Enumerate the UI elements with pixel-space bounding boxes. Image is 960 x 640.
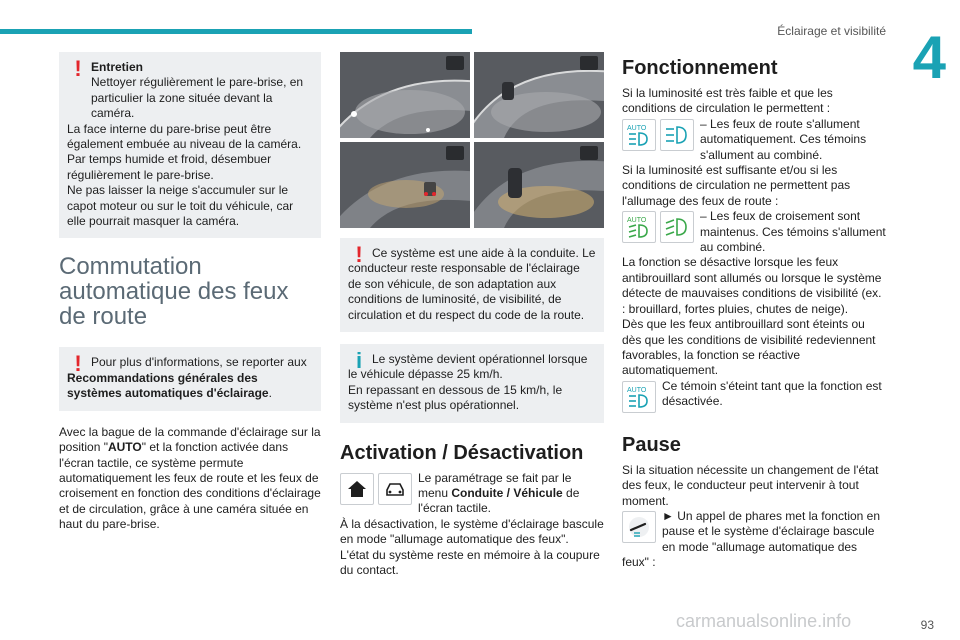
speed-info-note — [340, 344, 604, 423]
intro-text-b: " et la fonction activée dans l'écran tactile, ce système permute automatiquement les feux de route et les feux de croisement en fonction des conditions d'éclairage et de circulation, grâce à une caméra située en haut du pare-brise. — [59, 440, 321, 532]
function-off-indicator — [622, 381, 656, 413]
high-beam-text: – Les feux de route s'allument automatiquement. Ces témoins s'allument au combiné. — [700, 116, 867, 162]
note-line: La face interne du pare-brise peut être également embuée au niveau de la caméra. Par temps humide et froid, désembuer régulièrement le pare-brise. — [67, 121, 302, 182]
road-scenes-figure — [340, 52, 604, 228]
column-3 — [622, 52, 886, 571]
intro-text-a: Avec la bague de la commande d'éclairage sur la position " — [59, 424, 321, 455]
auto-label: AUTO — [107, 440, 142, 455]
flash-instruction: ► Un appel de phares met la fonction en pause et le système d'éclairage bascule en mode "allumage automatique des feux" : — [622, 508, 881, 570]
high-beam-auto-icon — [580, 56, 598, 70]
low-beam-text: – Les feux de croisement sont maintenus. Ces témoins s'allument au combiné. — [700, 209, 886, 255]
pause-paragraph: Si la situation nécessite un changement de l'état des feux, le conducteur peut intervenir à tout moment. — [622, 462, 879, 508]
road-scene-car-ahead — [340, 142, 470, 228]
road-scene-low-beam — [474, 142, 604, 228]
high-beam-auto-icon — [622, 119, 656, 151]
operation-paragraph-3: La fonction se désactive lorsque les feux antibrouillard sont allumés ou lorsque le système détecte de mauvaises conditions de visibilité (ex. : brouillard, fortes pluies, chutes de neige). — [622, 255, 882, 316]
reco-link-text: Recommandations générales des systèmes automatiques d'éclairage — [67, 370, 269, 401]
operation-paragraph-4: Dès que les feux antibrouillard sont éteints ou dès que les conditions de visibilité redeviennent favorables, la fonction se réactive automatiquement. — [622, 317, 876, 378]
maintenance-note — [59, 52, 321, 238]
operation-title: Fonctionnement — [622, 57, 778, 79]
driver-responsibility-note — [340, 238, 604, 332]
headlight-flash-indicator — [622, 511, 656, 543]
home-icon — [340, 473, 374, 505]
low-beam-icon — [660, 211, 694, 243]
memory-text: L'état du système reste en mémoire à la coupure du contact. — [340, 547, 600, 578]
high-beam-indicators — [622, 119, 694, 151]
pause-title: Pause — [622, 433, 681, 456]
recommendation-text — [67, 351, 313, 401]
svg-text:AUTO: AUTO — [627, 217, 647, 225]
deactivation-text: À la désactivation, le système d'éclairage bascule en mode "allumage automatique des feux". — [340, 516, 604, 547]
svg-text:AUTO: AUTO — [627, 386, 647, 394]
function-off-text: Ce témoin s'éteint tant que la fonction est désactivée. — [662, 378, 882, 409]
high-beam-auto-icon — [446, 56, 464, 70]
high-beam-auto-icon — [622, 211, 656, 243]
section-title: Commutation automatique des feux de route — [59, 253, 289, 331]
info-icon: i — [355, 348, 363, 374]
note-line: Ne pas laisser la neige s'accumuler sur le capot moteur ou sur le toit du véhicule, car elle pourrait masquer la caméra. — [67, 183, 294, 229]
high-beam-icon — [660, 119, 694, 151]
operation-paragraph-2: Si la luminosité est suffisante et/ou si les conditions de circulation ne permettent pas l'allumage des feux de route : — [622, 163, 851, 208]
menu-path: Conduite / Véhicule — [451, 486, 563, 501]
activation-text-a: Le paramétrage se fait par le menu — [418, 470, 572, 501]
column-1 — [59, 52, 321, 533]
road-scene-high-beam — [340, 52, 470, 138]
chapter-title: Éclairage et visibilité — [777, 24, 886, 38]
warning-icon: ! — [74, 56, 82, 81]
watermark: carmanualsonline.info — [676, 611, 852, 631]
page-number: 93 — [920, 618, 934, 632]
intro-paragraph — [59, 425, 321, 533]
road-scene-oncoming-car — [474, 52, 604, 138]
low-beam-indicators — [622, 211, 694, 243]
note-title: Entretien — [91, 60, 144, 74]
low-beam-auto-icon — [580, 146, 598, 160]
reco-text: Pour plus d'informations, se reporter aux — [91, 355, 307, 370]
responsibility-text: Ce système est une aide à la conduite. Le conducteur reste responsable de l'éclairage de son véhicule, de son adaptation aux conditions de luminosité, de visibilité, de circulation et du respect du code de la route. — [348, 246, 596, 322]
warning-icon: ! — [74, 351, 82, 377]
activation-block — [340, 471, 604, 579]
car-icon — [378, 473, 412, 505]
header-accent-bar — [0, 29, 472, 34]
stalk-flash-icon — [622, 511, 656, 543]
chapter-number: 4 — [912, 24, 946, 91]
svg-text:AUTO: AUTO — [627, 124, 647, 132]
menu-icons — [340, 473, 412, 505]
warning-icon: ! — [355, 242, 363, 267]
note-line: Nettoyer régulièrement le pare-brise, en particulier la zone située devant la caméra. — [91, 75, 304, 121]
low-beam-auto-icon — [446, 146, 464, 160]
operation-paragraph-1: Si la luminosité est très faible et que les conditions de circulation le permettent : — [622, 86, 833, 116]
activation-text-b: de l'écran tactile. — [418, 486, 580, 516]
speed-text-1: Le système devient opérationnel lorsque le véhicule dépasse 25 km/h. — [348, 352, 588, 382]
activation-title: Activation / Désactivation — [340, 441, 584, 464]
recommendation-note — [59, 347, 321, 410]
column-2 — [340, 52, 604, 579]
high-beam-auto-icon — [622, 381, 656, 413]
reco-end: . — [268, 386, 272, 401]
speed-text-2: En repassant en dessous de 15 km/h, le système n'est plus opérationnel. — [348, 382, 563, 413]
